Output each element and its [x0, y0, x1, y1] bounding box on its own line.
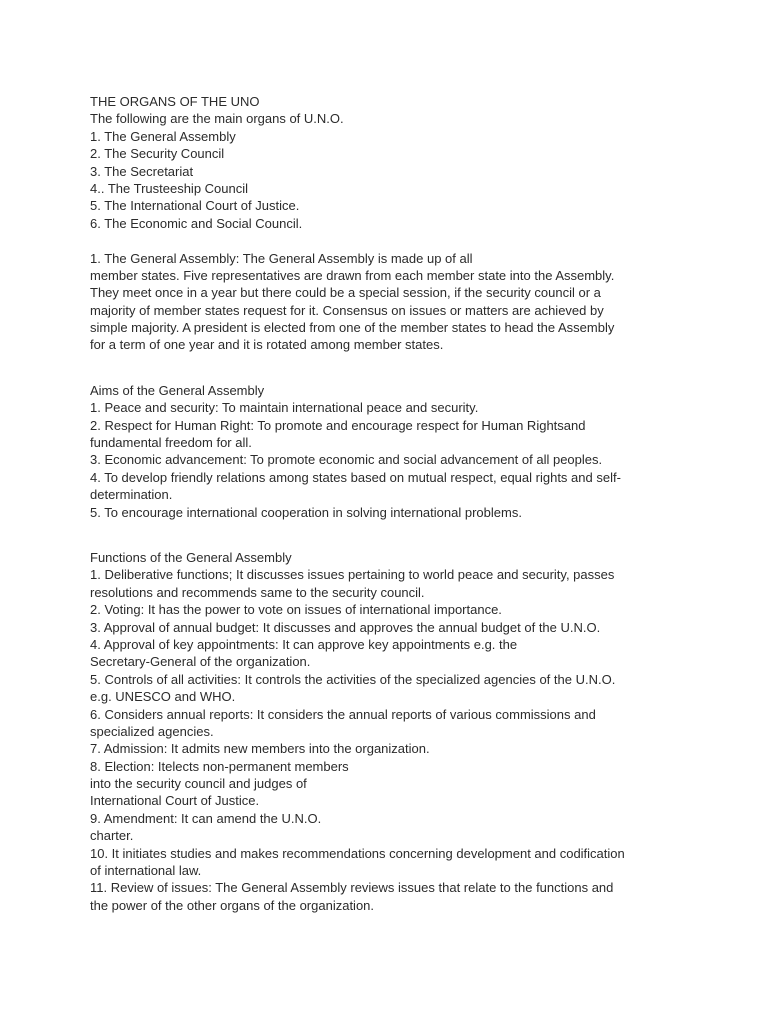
list-item: e.g. UNESCO and WHO. [90, 689, 236, 705]
document-title: THE ORGANS OF THE UNO [90, 94, 260, 109]
list-item: into the security council and judges of [90, 776, 307, 792]
paragraph-line: member states. Five representatives are drawn from each member state into the Assembly. [90, 267, 615, 283]
list-item: 5. Controls of all activities: It controls the activities of the specialized agencies of the U.N.O. [90, 671, 616, 687]
list-item: charter. [90, 828, 134, 844]
aims-heading: Aims of the General Assembly [90, 382, 265, 398]
paragraph-line: majority of member states request for it. Consensus on issues or matters are achieved by [90, 302, 604, 318]
aims-list [90, 399, 680, 521]
list-item: International Court of Justice. [90, 793, 260, 809]
intro-text: The following are the main organs of U.N.O. [90, 111, 344, 127]
functions-list [90, 566, 680, 914]
general-assembly-paragraph [90, 250, 680, 354]
list-item: 6. Considers annual reports: It considers the annual reports of various commissions and [90, 706, 596, 722]
list-item: 3. The Secretariat [90, 163, 194, 179]
list-item: fundamental freedom for all. [90, 435, 252, 451]
list-item: 8. Election: Itelects non-permanent members [90, 758, 349, 774]
list-item: 1. Peace and security: To maintain international peace and security. [90, 400, 479, 416]
list-item: 2. The Security Council [90, 146, 225, 162]
list-item: the power of the other organs of the organization. [90, 897, 375, 913]
list-item: 1. Deliberative functions; It discusses issues pertaining to world peace and security, passes [90, 567, 615, 583]
spacer [90, 521, 680, 549]
list-item: 4.. The Trusteeship Council [90, 180, 249, 196]
organs-list [90, 128, 680, 232]
list-item: resolutions and recommends same to the security council. [90, 584, 425, 600]
list-item: 7. Admission: It admits new members into the organization. [90, 741, 430, 757]
list-item: 1. The General Assembly [90, 128, 236, 144]
list-item: Secretary-General of the organization. [90, 654, 311, 670]
list-item: 4. Approval of key appointments: It can approve key appointments e.g. the [90, 636, 518, 652]
spacer [90, 354, 680, 382]
spacer [90, 232, 680, 249]
list-item: 2. Respect for Human Right: To promote and encourage respect for Human Rightsand [90, 417, 586, 433]
list-item: 10. It initiates studies and makes recommendations concerning development and codification [90, 845, 625, 861]
list-item: determination. [90, 487, 173, 503]
list-item: 5. The International Court of Justice. [90, 198, 300, 214]
list-item: specialized agencies. [90, 723, 214, 739]
paragraph-line: simple majority. A president is elected from one of the member states to head the Assembly [90, 320, 615, 336]
list-item: of international law. [90, 863, 202, 879]
paragraph-line: 1. The General Assembly: The General Assembly is made up of all [90, 250, 473, 266]
list-item: 6. The Economic and Social Council. [90, 215, 303, 231]
paragraph-line: They meet once in a year but there could be a special session, if the security council or a [90, 285, 601, 301]
list-item: 3. Economic advancement: To promote economic and social advancement of all peoples. [90, 452, 603, 468]
list-item: 2. Voting: It has the power to vote on issues of international importance. [90, 602, 502, 618]
functions-heading: Functions of the General Assembly [90, 549, 292, 565]
paragraph-line: for a term of one year and it is rotated among member states. [90, 337, 444, 353]
list-item: 9. Amendment: It can amend the U.N.O. [90, 810, 322, 826]
list-item: 4. To develop friendly relations among states based on mutual respect, equal rights and self- [90, 469, 621, 485]
list-item: 11. Review of issues: The General Assembly reviews issues that relate to the functions and [90, 880, 614, 896]
list-item: 3. Approval of annual budget: It discusses and approves the annual budget of the U.N.O. [90, 619, 601, 635]
document-body [90, 93, 680, 914]
list-item: 5. To encourage international cooperation in solving international problems. [90, 504, 522, 520]
